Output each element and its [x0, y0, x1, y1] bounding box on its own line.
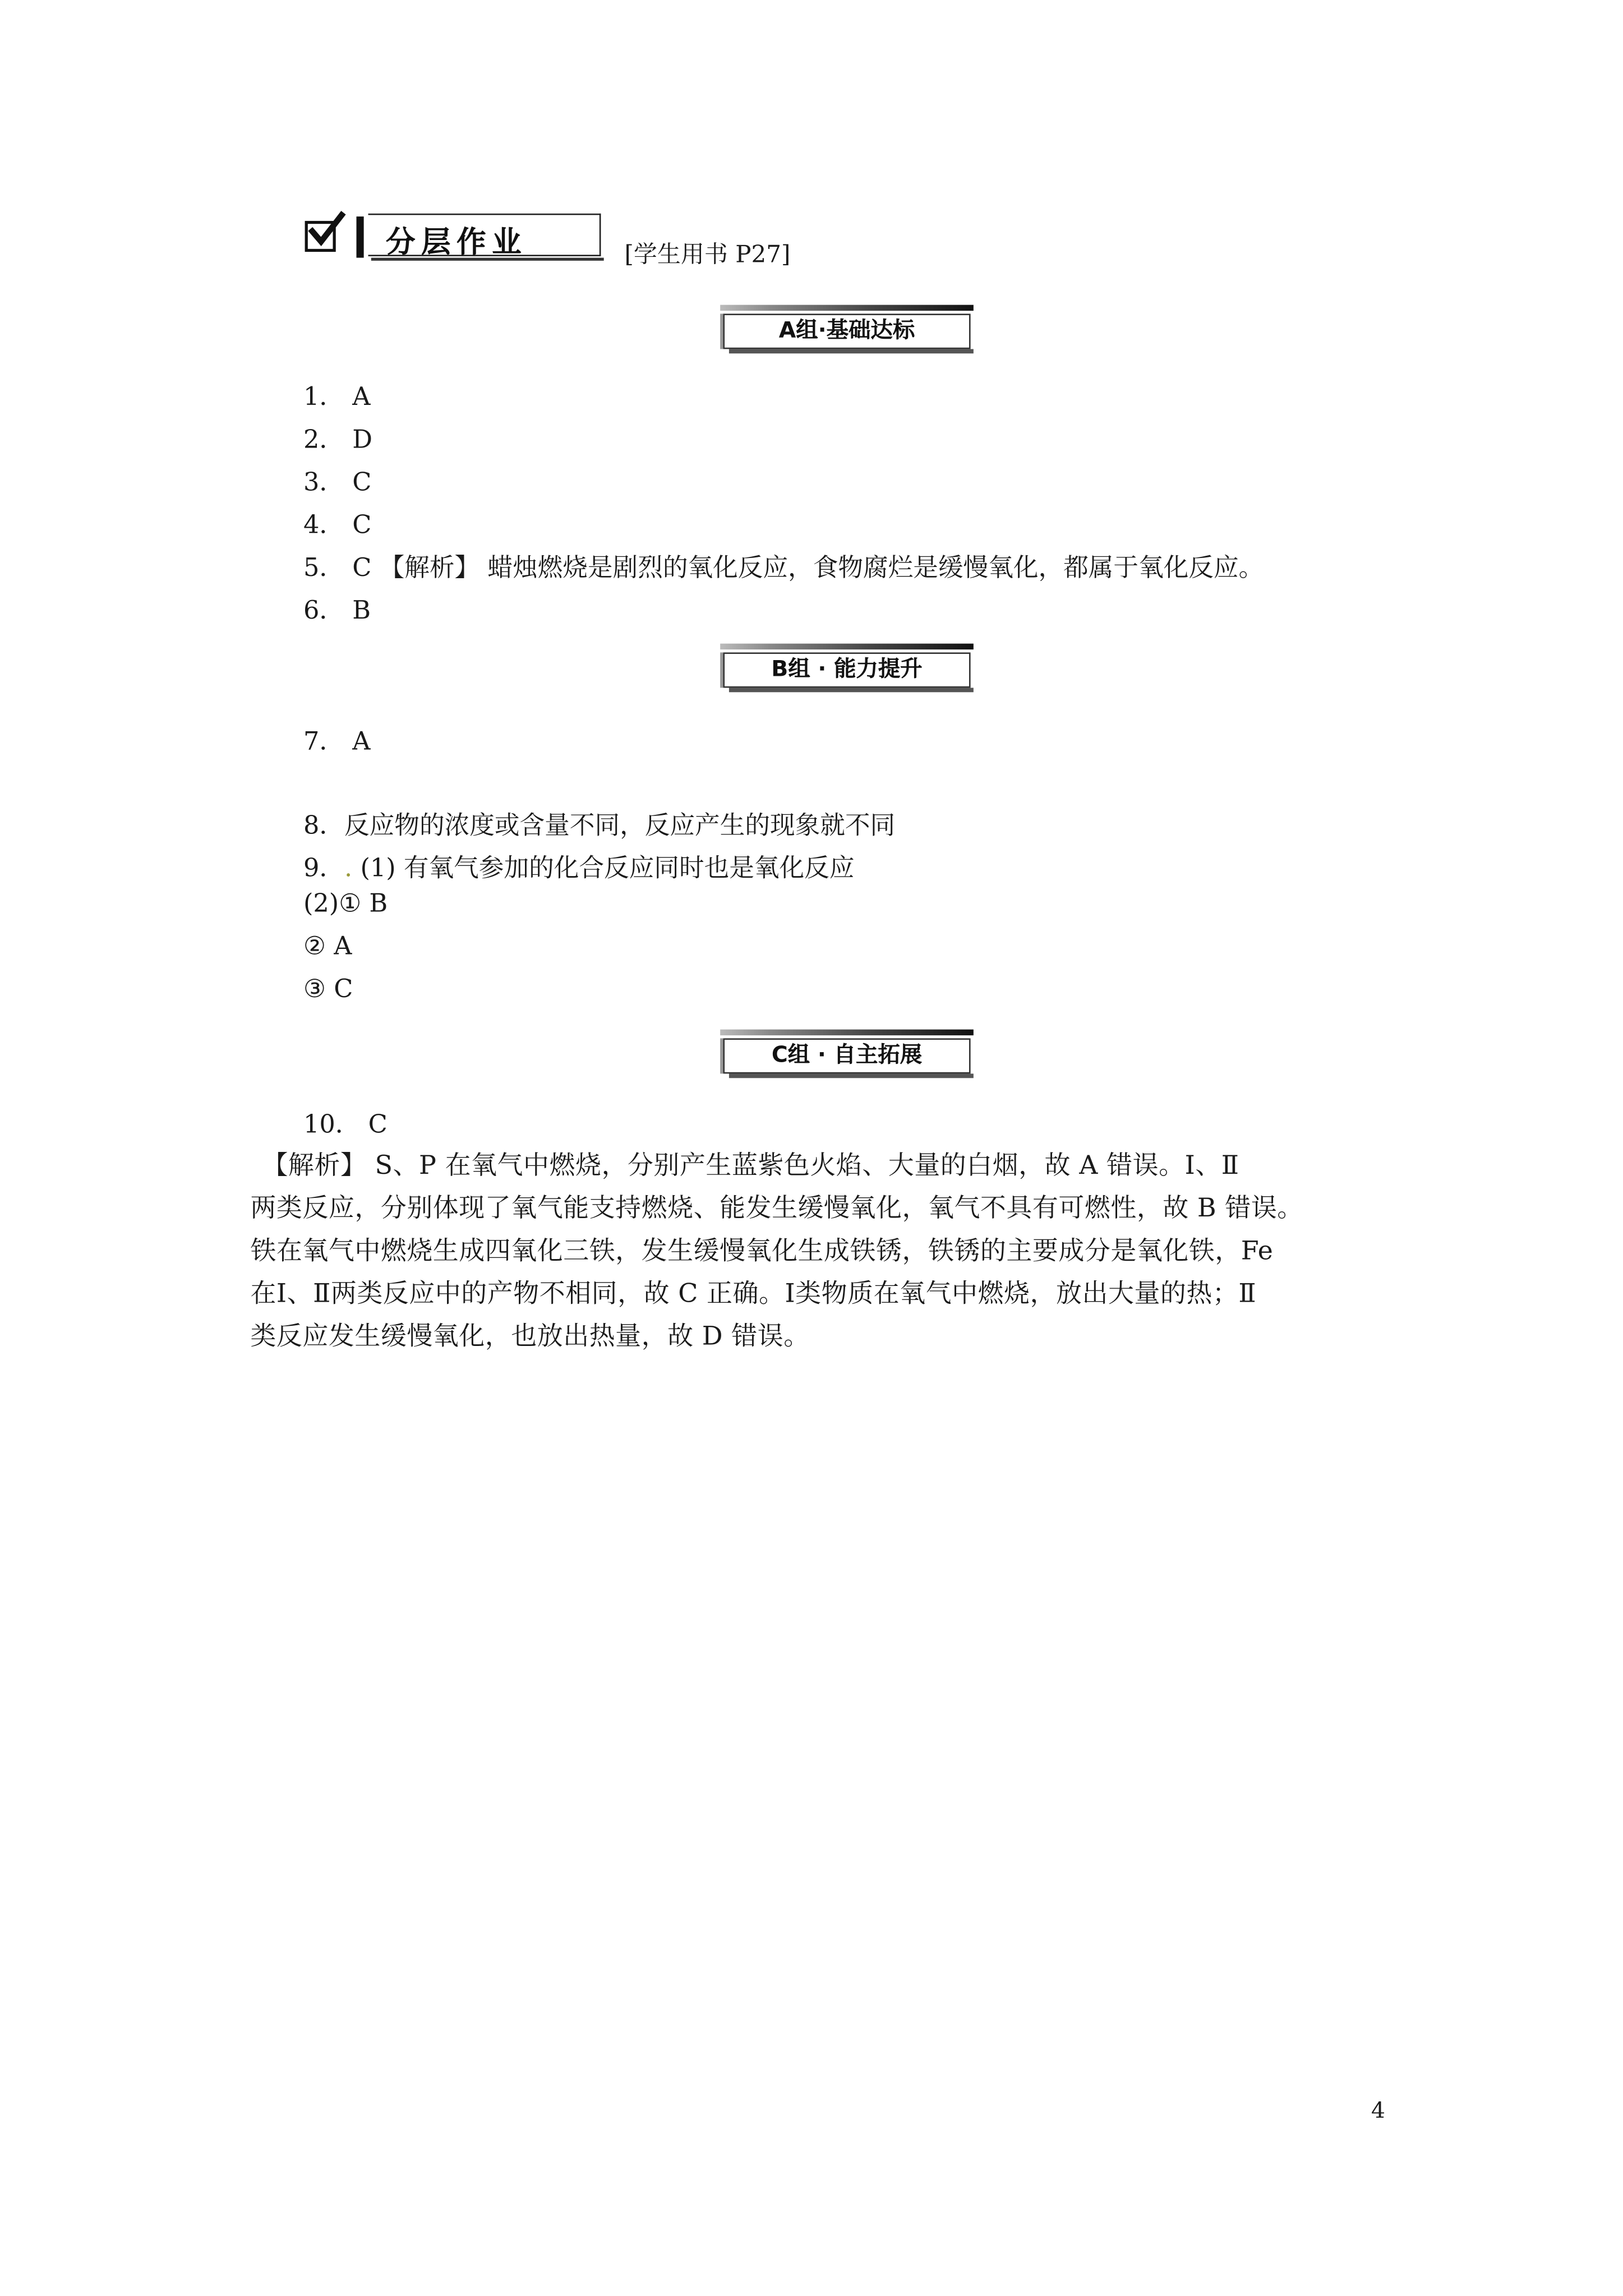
- answer-10: 10． C: [303, 1110, 388, 1140]
- answer-7: 7． A: [303, 727, 371, 757]
- explanation-line-5: 类反应发生缓慢氧化，也放出热量，故 D 错误。: [250, 1322, 810, 1352]
- answer-9-part-2b: ② A: [303, 932, 352, 962]
- book-reference: [学生用书 P27]: [624, 240, 791, 268]
- group-c-label: C组 · 自主拓展: [723, 1038, 970, 1073]
- answer-9-number: 9．: [303, 854, 345, 884]
- answer-9: [303, 847, 854, 884]
- answer-2: 2． D: [303, 425, 373, 455]
- explanation-line-2: 两类反应，分别体现了氧气能支持燃烧、能发生缓慢氧化，氧气不具有可燃性，故 B 错误。: [250, 1194, 1303, 1224]
- answer-1: 1． A: [303, 382, 371, 413]
- answer-8: 8．反应物的浓度或含量不同，反应产生的现象就不同: [303, 811, 896, 841]
- answer-9-part-2a: (2)① B: [303, 889, 388, 919]
- group-a-banner: [720, 305, 974, 355]
- group-c-banner: [720, 1030, 974, 1080]
- page-number: 4: [1371, 2097, 1385, 2124]
- explanation-line-1: 【解析】 S、P 在氧气中燃烧，分别产生蓝紫色火焰、大量的白烟，故 A 错误。Ⅰ、Ⅱ: [262, 1151, 1239, 1182]
- group-b-banner: [720, 644, 974, 694]
- answer-5: 5． C 【解析】 蜡烛燃烧是剧烈的氧化反应，食物腐烂是缓慢氧化，都属于氧化反应。: [303, 554, 1264, 583]
- ink-dot: .: [344, 854, 361, 884]
- group-b-label: B组 · 能力提升: [723, 652, 970, 688]
- explanation-line-4: 在Ⅰ、Ⅱ两类反应中的产物不相同，故 C 正确。Ⅰ类物质在氧气中燃烧，放出大量的热；Ⅱ: [250, 1280, 1257, 1310]
- section-title: 分层作业: [386, 224, 528, 260]
- checkbox-icon: [305, 221, 336, 252]
- answer-4: 4． C: [303, 511, 372, 541]
- answer-6: 6． B: [303, 596, 371, 626]
- explanation-line-3: 铁在氧气中燃烧生成四氧化三铁，发生缓慢氧化生成铁锈，铁锈的主要成分是氧化铁，Fe: [250, 1237, 1274, 1267]
- answer-9-part-1: (1) 有氧气参加的化合反应同时也是氧化反应: [360, 854, 855, 884]
- answer-3: 3． C: [303, 468, 372, 498]
- answer-9-part-2c: ③ C: [303, 975, 353, 1005]
- title-accent-bar: [357, 216, 364, 258]
- group-a-label: A组·基础达标: [723, 313, 970, 349]
